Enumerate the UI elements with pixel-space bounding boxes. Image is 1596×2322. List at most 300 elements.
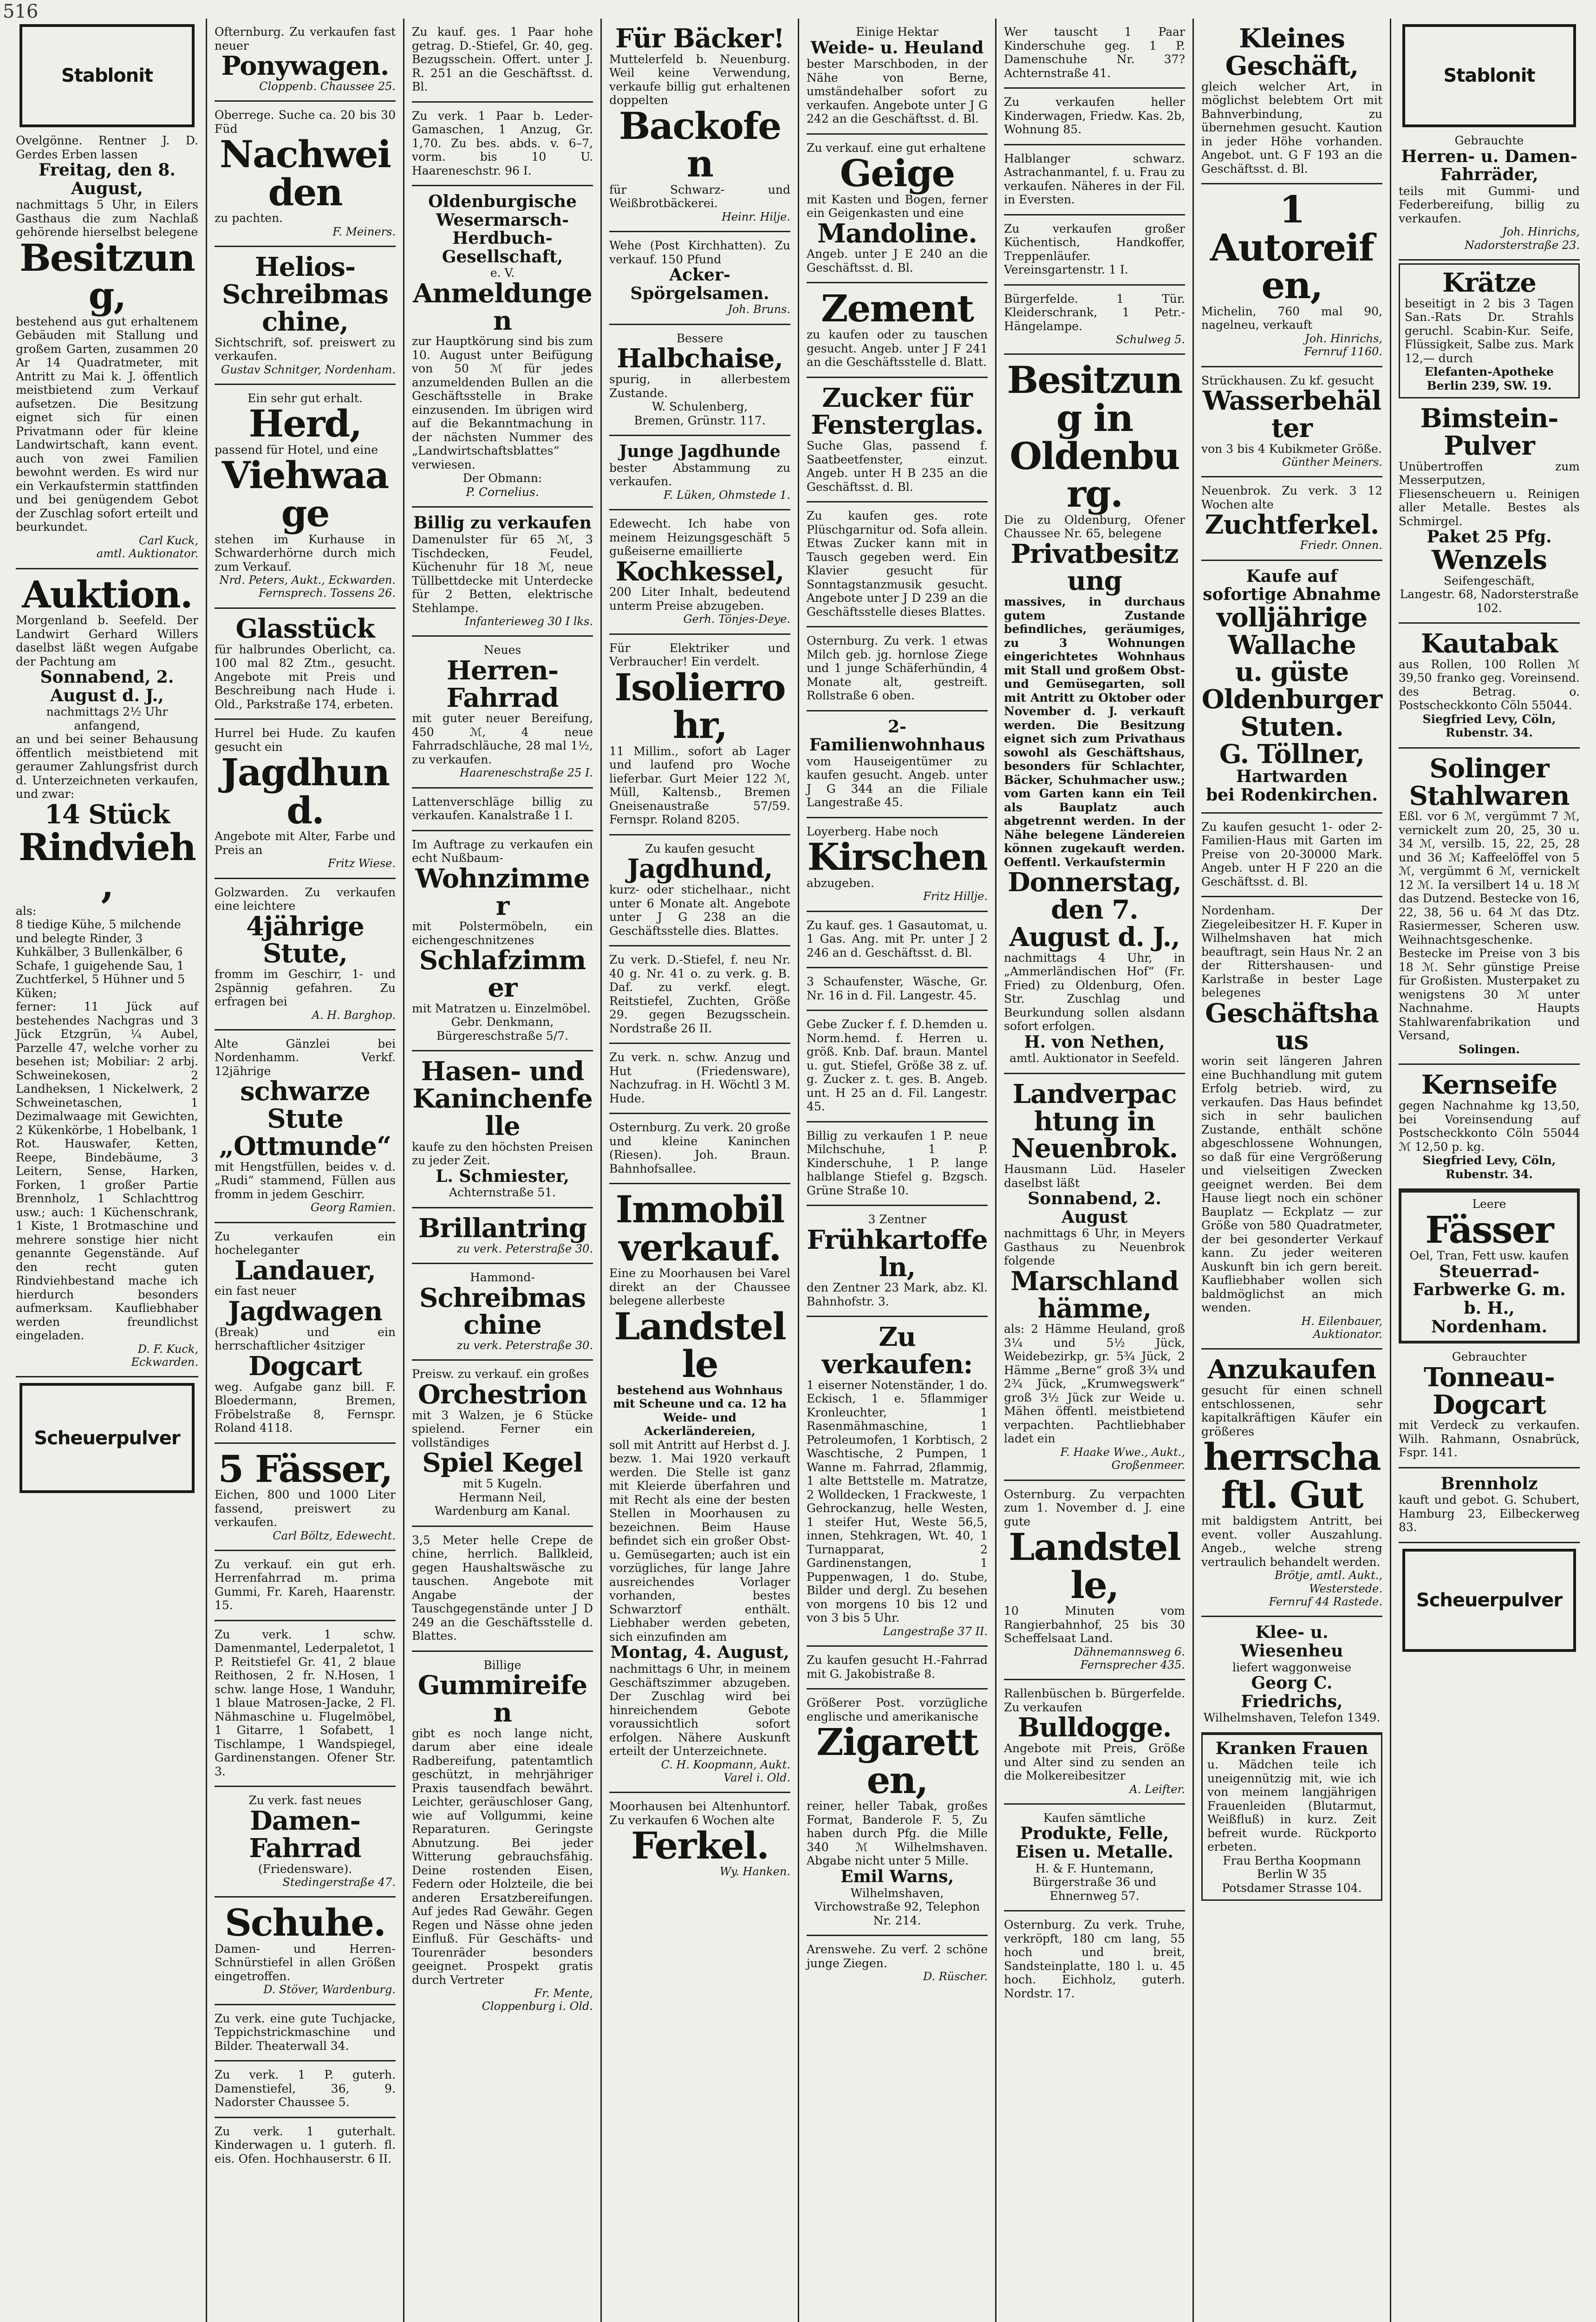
ad-headline: Hasen- und Kaninchenfelle bbox=[412, 1056, 593, 1142]
ad-headline: Solinger Stahlwaren bbox=[1409, 753, 1570, 811]
ad-headline: Oldenburgische Wesermarsch-Herdbuch-Gesellschaft, bbox=[428, 192, 577, 267]
ad-text: Neues bbox=[483, 643, 521, 657]
ad-text: Zu verk. 1 P. guterh. Damenstiefel, 36, 9. Nadorster Chaussee 5. bbox=[215, 2068, 396, 2109]
ad-text: Die zu Oldenburg, Ofener Chaussee Nr. 65, belegene bbox=[1004, 513, 1185, 541]
ad-text: e. V. bbox=[490, 266, 515, 280]
ad-headline: Halbchaise, bbox=[617, 343, 783, 374]
ad-text: Strückhausen. Zu kf. gesucht bbox=[1201, 373, 1374, 387]
ad-text: Für Elektriker und Verbraucher! Ein verdelt. bbox=[609, 641, 790, 669]
ad-signature: Nrd. Peters, Aukt., Eckwarden. bbox=[219, 574, 396, 587]
ad-text: 11 Millim., sofort ab Lager und laufend pro Woche lieferbar. Gurt Meier 122 ℳ, Müll, Kaltensb., Bremen Gneisenaustraße 57/59. Fernspr. Roland 8205. bbox=[609, 744, 790, 827]
ad-text: für halbrundes Oberlicht, ca. 100 mal 82 Ztm., gesucht. Angebote mit Preis und Beschreibung nach Hude i. Old., Parkstraße 174, erbeten. bbox=[215, 642, 396, 711]
ad-signature: bei Rodenkirchen. bbox=[1206, 785, 1378, 805]
ad-signature: Gebr. Denkmann, bbox=[451, 1015, 554, 1029]
ad-headline: Brennholz bbox=[1440, 1474, 1538, 1494]
ad-headline: Besitzung, bbox=[20, 235, 195, 318]
ad-headline: Jagdwagen bbox=[228, 1296, 383, 1327]
ad-text: Muttelerfeld b. Neuenburg. Weil keine Verwendung, verkaufe billig gut erhaltenen doppelten bbox=[609, 52, 790, 107]
ad-signature: F. Haake Wwe., Aukt., bbox=[1060, 1445, 1185, 1459]
ad-text: stehen im Kurhause in Schwarderhörne durch mich zum Verkauf. bbox=[215, 532, 396, 574]
ad-text: kauft und gebot. G. Schubert, Hamburg 23, Eilbeckerweg 83. bbox=[1399, 1493, 1580, 1534]
ad-text: Zu verk. 1 schw. Damenmantel, Lederpaletot, 1 P. Reitstiefel Gr. 41, 2 blaue Reithosen, 2 fr. N.Hosen, 1 schw. lange Hose, 1 Wanduhr, 1 blaue Matrosen-Jacke, 2 Fl. Nähmaschine u. Flugelmöbel, 1 Gitarre, 1 Sofabett, 1 Tischlampe, 1 Wandspiegel, Gardinenstangen. Ofener Str. 3. bbox=[215, 1627, 396, 1778]
ad-headline: Helios-Schreibmaschine, bbox=[222, 252, 388, 337]
ad-text: Zu verk. 1 Paar b. Leder-Gamaschen, 1 Anzug, Gr. 1,70. Zu bes. abds. v. 6–7, vorm. bis 10 U. Haareneschstr. 96 I. bbox=[412, 109, 593, 177]
ad-text: weg. Aufgabe ganz bill. F. Bloedermann, Bremen, Fröbelstraße 8, Fernspr. Roland 4118. bbox=[215, 1380, 396, 1435]
ad-text: Wehe (Post Kirchhatten). Zu verkauf. 150 Pfund bbox=[609, 239, 790, 266]
ad-headline: Wohnzimmer bbox=[415, 863, 590, 921]
stablonit-ad-left: Stablonit bbox=[20, 24, 195, 127]
ad-signature: Gerh. Tönjes-Deye. bbox=[683, 613, 790, 626]
ad-text: als: 2 Hämme Heuland, groß 3¼ und 5½ Jück, Weidebezirkp, gr. 5¾ Jück, 2 Hämme „Berne“ groß 3¾ und 2¾ Jück, „Krumwegswerk“ groß 3½ Jück zur Weide u. Mähen öffentl. meistbietend verpachten. Pachtliebhaber ladet ein bbox=[1004, 1322, 1185, 1446]
ad-astrachanmantel bbox=[1004, 145, 1185, 215]
ad-text: Zu verk. n. schw. Anzug und Hut (Friedensware), Nachzufrag. in H. Wöchtl 3 M. Hude. bbox=[609, 1050, 790, 1105]
ad-text: Zu kauf. ges. 1 Paar hohe getrag. D.-Stiefel, Gr. 40, geg. Bezugsschein. Offert. unter J. R. 251 an die Geschäftsst. d. Bl. bbox=[412, 25, 593, 93]
ad-signature: Langestraße 37 II. bbox=[883, 1624, 988, 1638]
ad-text: mit guter neuer Bereifung, 450 ℳ, 4 neue Fahrradschläuche, 28 mal 1½, zu verkaufen. bbox=[412, 711, 593, 766]
ad-headline: Spiel Kegel bbox=[422, 1448, 583, 1479]
ad-signature: zu verk. Peterstraße 30. bbox=[456, 1242, 593, 1255]
ad-signature: Wilhelmshaven, Telefon 1349. bbox=[1203, 1711, 1381, 1725]
ad-damenstiefel bbox=[215, 2061, 396, 2118]
ad-signature: Infanterieweg 30 I lks. bbox=[465, 615, 593, 628]
ad-signature: Steuerrad-Farbwerke G. m. b. H., Nordenham. bbox=[1413, 1261, 1566, 1337]
ad-herren-fahrrad bbox=[412, 637, 593, 788]
ad-signature: Wy. Hanken. bbox=[719, 1865, 790, 1878]
ad-signature: Fernruf 1160. bbox=[1304, 345, 1382, 359]
column-7 bbox=[1192, 19, 1390, 2322]
ad-fruehkartoffeln bbox=[807, 1206, 988, 1317]
ad-schaufenster bbox=[807, 968, 988, 1011]
ad-signature: Wardenburg am Kanal. bbox=[434, 1504, 571, 1518]
ad-ferkel bbox=[609, 1793, 790, 1885]
ad-landstelle bbox=[1004, 1481, 1185, 1681]
ad-text: u. Mädchen teile ich uneigennützig mit, wie ich von meinem langjährigen Frauenleiden (Blutarmut, Weißfluß) in kurz. Zeit befreit wurde. Rückporto erbeten. bbox=[1207, 1758, 1376, 1854]
ad-signature: F. Meiners. bbox=[332, 225, 396, 238]
ad-text: gesucht für einen schnell entschlossenen, sehr kapitalkräftigen Käufer ein größeres bbox=[1201, 1383, 1382, 1438]
ad-headline: 1 Autoreifen, bbox=[1210, 188, 1374, 307]
ad-text: gibt es noch lange nicht, darum aber eine ideale Radbereifung, patentamtlich geschützt, in mehrjähriger Praxis tausendfach bewährt. Leichter, geräuschloser Gang, wie auf Vollgummi, keine Reparaturen. Geringste Abnutzung. Bei jeder Witterung gebrauchsfähig. Deine rostenden Eisen, Federn oder Holzteile, die bei anderen Ersatzbereifungen. Auf jedes Rad Gewähr. Gegen Regen und Nässe ohne jeden Einfluß. Für Geschäfts- und Tourenräder besonders geeignet. Prospekt gratis durch Vertreter bbox=[412, 1726, 593, 1987]
ad-d-stiefel bbox=[609, 946, 790, 1044]
ad-text: 10 Minuten vom Rangierbahnhof, 25 bis 30 Scheffelsaat Land. bbox=[1004, 1604, 1185, 1645]
ad-text: Damenulster für 65 ℳ, 3 Tischdecken, Feudel, Küchenuhr für 18 ℳ, neue Tüllbettdecke mit Unterdecke für 2 Betten, elektrische Stehlampe. bbox=[412, 533, 593, 615]
ad-headline: Mandoline. bbox=[817, 218, 977, 249]
column-6 bbox=[995, 19, 1192, 2322]
ad-geige bbox=[807, 135, 988, 284]
ad-signature: D. Rüscher. bbox=[923, 1970, 988, 1983]
ad-headline: Kirschen bbox=[807, 835, 987, 879]
ad-text: abzugeben. bbox=[807, 876, 874, 890]
ad-signature: Elefanten-Apotheke Berlin 239, SW. 19. bbox=[1424, 365, 1554, 392]
ad-zucker-hemden bbox=[807, 1011, 988, 1122]
ad-headline: 4jährige Stute, bbox=[246, 911, 364, 969]
ad-headline: Frühkartoffeln, bbox=[807, 1224, 988, 1283]
ad-headline: Kochkessel, bbox=[615, 556, 784, 587]
ad-produkte bbox=[1004, 1805, 1185, 1911]
ad-headline: Schlafzimmer bbox=[419, 945, 586, 1004]
ad-geschaeftshaus bbox=[1201, 897, 1382, 1350]
ad-text: Oel, Tran, Fett usw. kaufen bbox=[1409, 1249, 1569, 1263]
column-8 bbox=[1390, 19, 1587, 2322]
ad-text: mit Kasten und Bogen, ferner ein Geigenkasten und eine bbox=[807, 192, 988, 220]
ad-headline: Kernseife bbox=[1421, 1070, 1557, 1101]
ad-text: von 3 bis 4 Kubikmeter Größe. bbox=[1201, 442, 1382, 456]
ad-text: Ofternburg. Zu verkaufen fast neuer bbox=[215, 25, 396, 52]
ad-text: Zu verkauf. ein gut erh. Herrenfahrrad m. prima Gummi, Fr. Kareh, Haarenstr. 15. bbox=[215, 1557, 396, 1612]
ad-ponywagen bbox=[215, 19, 396, 102]
ad-signature: Achternstraße 51. bbox=[449, 1186, 556, 1200]
ad-signature: Cloppenb. Chaussee 25. bbox=[259, 79, 396, 93]
ad-kraetze bbox=[1399, 263, 1580, 398]
ad-headline: Jagdhund, bbox=[627, 854, 773, 885]
ad-headline: Ponywagen. bbox=[221, 51, 389, 81]
ad-kaninchen bbox=[609, 1114, 790, 1184]
auction-rindvieh bbox=[16, 569, 198, 1378]
ad-text: mit Hengstfüllen, beides v. d. „Rudi“ stammend, Füllen aus fromm in jedem Geschirr. bbox=[215, 1160, 396, 1201]
ad-heuland bbox=[807, 19, 988, 135]
ad-spoergelsamen bbox=[609, 232, 790, 325]
ad-text: Gebe Zucker f. f. D.hemden u. Norm.hemd. f. Herren u. größ. Knb. Daf. braun. Mantel u. gut. Stiefel, Größe 38 z. uf. g. Zucker z. t. ges. B. Angeb. unt. H 25 an d. Fil. Langestr. 45. bbox=[807, 1018, 988, 1114]
ad-text: 1 eiserner Notenständer, 1 do. Eckisch, 1 e. 5flammiger Kronleuchter, 1 Rasenmähmaschine, 1 Petroleumofen, 1 Korbtisch, 2 Waschtische, 2 Pumpen, 1 Wanne m. Fahrrad, 2flammig, 1 alte Bettstelle m. Matratze, 2 Wolldecken, 1 Frackweste, 1 Gehrockanzug, helle Westen, 1 steifer Hut, Weste 56,5, innen, Stehkragen, Wt. 40, 1 Turnapparat, 2 Gardinenstangen, 1 Puppenwagen, 1 do. Stube, Bilder und dergl. Zu besehen von morgens 10 bis 12 und von 3 bis 5 Uhr. bbox=[807, 1378, 988, 1625]
ad-headline: Geschäftshaus bbox=[1205, 998, 1379, 1056]
ad-headline: Herren- u. Damen-Fahrräder, bbox=[1401, 146, 1577, 185]
ad-text: Angeb. unter J E 240 an die Geschäftsst. d. Bl. bbox=[807, 247, 988, 274]
ad-signature: Fritz Wiese. bbox=[328, 857, 396, 870]
ad-headline: Landverpachtung in Neuenbrok. bbox=[1011, 1078, 1178, 1164]
ad-text: zur Hauptkörung sind bis zum 10. August unter Beifügung von 50 ℳ für jedes anzumeldenden Bullen an die Geschäftsstelle in Brake einzusenden. Im übrigen wird auf die Bekanntmachung in der nächsten Nummer des „Landwirtschaftsblattes“ verwiesen. bbox=[412, 334, 593, 471]
ad-text: Zu verk. D.-Stiefel, f. neu Nr. 40 g. Nr. 41 o. zu verk. g. B. Daf. zu verkf. elegt. Reitstiefel, Zuchten, Größe 29. gegen Bezugsschein. Nordstraße 26 II. bbox=[609, 953, 790, 1035]
ad-text: massives, in durchaus gutem Zustande befindliches, geräumiges, zu 3 Wohnungen eingerichtetes Wohnhaus mit Stall und großem Obst- und Gemüsegarten, soll mit Antritt zu Oktober oder November d. J. verkauft werden. Die Besitzung eignet sich zum Privathaus sowohl als Geschäftshaus, besonders für Schlachter, Bäcker, Schuhmacher usw.; vom Garten kann ein Teil als Bauplatz auch abgetrennt werden. In der Nähe belegene Ländereien können zugekauft werden. Oeffentl. Verkaufstermin bbox=[1004, 595, 1185, 869]
ad-headline: Schuhe. bbox=[225, 1901, 385, 1945]
ad-headline: Ferkel. bbox=[631, 1824, 769, 1868]
ad-kochkessel bbox=[609, 510, 790, 635]
ad-headline: schwarze Stute bbox=[240, 1076, 370, 1135]
ad-text: nachmittags 6 Uhr, in Meyers Gasthaus zu Neuenbrok folgende bbox=[1004, 1226, 1185, 1268]
ad-text: Kaufen sämtliche bbox=[1043, 1811, 1146, 1825]
ad-text: reiner, heller Tabak, großes Format, Banderole F. 5, Zu haben durch Pfg. die Mille 340 ℳ Wilhelmshaven. Abgabe nicht unter 5 Mille. bbox=[807, 1799, 988, 1868]
ad-text: Loyerberg. Habe noch bbox=[807, 824, 938, 838]
ad-signature: Carl Kuck, bbox=[139, 534, 198, 547]
ad-gummireifen bbox=[412, 1652, 593, 2021]
ad-headline: volljährige Wallache bbox=[1216, 602, 1368, 660]
ad-signature: Bremen, Grünstr. 117. bbox=[634, 413, 766, 427]
ad-anzug-hut bbox=[609, 1044, 790, 1114]
ad-text: 200 Liter Inhalt, bedeutend unterm Preise abzugeben. bbox=[609, 585, 790, 613]
ad-signature: Fritz Hillje. bbox=[923, 890, 988, 903]
ad-text: Seifengeschäft, bbox=[1444, 574, 1535, 587]
ad-gamaschen bbox=[412, 103, 593, 187]
ad-headline: 5 Fässer, bbox=[218, 1447, 392, 1491]
ad-ziegen bbox=[807, 1936, 988, 1990]
ad-headline: Junge Jagdhunde bbox=[619, 442, 781, 462]
ad-headline: Bulldogge. bbox=[1017, 1712, 1172, 1743]
ad-signature: Fernruf 44 Rastede. bbox=[1269, 1595, 1382, 1608]
ad-signature: D. F. Kuck, bbox=[137, 1342, 198, 1356]
ad-zement bbox=[807, 283, 988, 378]
ad-text: Alte Gänzlei bei Nordenhamm. Verkf. 12jährige bbox=[215, 1037, 396, 1078]
ad-herrschaftl-gut bbox=[1201, 1350, 1382, 1617]
ad-name: Wenzels bbox=[1432, 544, 1547, 575]
ad-hammond bbox=[412, 1264, 593, 1361]
ad-solinger bbox=[1399, 749, 1580, 1065]
ad-date: Montag, 4. August, bbox=[610, 1643, 789, 1663]
ad-signature: Eckwarden. bbox=[131, 1356, 198, 1369]
ad-signature: Stedingerstraße 47. bbox=[282, 1876, 396, 1889]
ad-signature: C. H. Koopmann, Aukt. bbox=[661, 1758, 790, 1771]
ad-text: Osternburg. Zu verk. 20 große und kleine Kaninchen (Riesen). Joh. Braun. Bahnhofsallee. bbox=[609, 1121, 790, 1175]
ad-text: ein fast neuer bbox=[215, 1284, 296, 1298]
ad-date: Sonnabend, 2. August d. J., bbox=[40, 667, 174, 705]
ad-text: Unübertroffen zum Messerputzen, Fliesenscheuern u. Reinigen aller Metalle. Bestes als Schmirgel. bbox=[1399, 459, 1580, 528]
column-3 bbox=[403, 19, 600, 2322]
ad-headline: Acker-Spörgelsamen. bbox=[630, 265, 769, 303]
ad-halbchaise bbox=[609, 325, 790, 436]
ad-signature: Cloppenburg i. Old. bbox=[482, 2000, 593, 2013]
ad-signature: Günther Meiners. bbox=[1282, 456, 1382, 469]
ad-text: nachmittags 6 Uhr, in meinem Geschäftszimmer abzugeben. Der Zuschlag wird bei hinreichendem Gebote voraussichtlich sofort erfolgen. Nähere Auskunft erteilt der Unterzeichnete. bbox=[609, 1662, 790, 1758]
ad-bulldogge bbox=[1004, 1680, 1185, 1805]
ad-jagdhunde bbox=[609, 436, 790, 510]
ad-name: G. Töllner, bbox=[1219, 738, 1365, 770]
ad-nachweiden bbox=[215, 102, 396, 247]
ad-landauer bbox=[215, 1223, 396, 1444]
ad-text: Zu verkauf. eine gut erhaltene bbox=[807, 141, 986, 155]
ad-faesser bbox=[215, 1444, 396, 1551]
ad-headline: „Ottmunde“ bbox=[219, 1131, 391, 1162]
ad-text: Hausmann Lüd. Haseler daselbst läßt bbox=[1004, 1162, 1185, 1190]
ad-headline: Herd, bbox=[248, 402, 362, 446]
ad-text: Arenswehe. Zu verf. 2 schöne junge Ziegen. bbox=[807, 1943, 988, 1970]
ad-headline: Jagdhund. bbox=[221, 750, 390, 832]
column-5 bbox=[798, 19, 995, 2322]
ad-text: Oberrege. Suche ca. 20 bis 30 Füd bbox=[215, 108, 396, 136]
ad-text: Eßl. vor 6 ℳ, vergümmt 7 ℳ, vernickelt zum 20, 25, 30 u. 34 ℳ, versilb. 15, 22, 25, 28 und 36 ℳ; Kaffeelöffel von 5 ℳ, vergümmt 6 ℳ, vernickelt 12 ℳ. Ia versilbert 14 u. 18 ℳ das Dutzend. Bestecke von 16, 22, 38, 56 u. 64 ℳ das Dtz. Rasiermesser, Scheren usw. Weihnachtsgeschenke. Bestecke im Preise von 3 bis 18 ℳ. Sehr günstige Preise für Großisten. Musterpaket zu wenigstens 30 ℳ unter Nachnahme. Haupts Stahlwarenfabrikation und Versand, bbox=[1399, 809, 1580, 1043]
ad-text: Hammond- bbox=[470, 1271, 535, 1285]
ad-ziege bbox=[807, 627, 988, 711]
ad-text: nachmittags 4 Uhr, in „Ammerländischen Hof“ (Fr. Fried) zu Oldenburg, Ofen. Str. Zuschlag und Beurkundung sollen alsdann sofort erfolgen. bbox=[1004, 951, 1185, 1033]
ad-text: Wer tauscht 1 Paar Kinderschuhe geg. 1 P. Damenschuhe Nr. 37? Achternstraße 41. bbox=[1004, 25, 1185, 80]
column-1 bbox=[8, 19, 206, 2322]
ad-text: Billige bbox=[483, 1658, 521, 1672]
ad-headline: Viehwaage bbox=[221, 453, 389, 535]
ad-text: Hurrel bei Hude. Zu kaufen gesucht ein bbox=[215, 726, 396, 754]
ad-headline: u. güste Oldenburger Stuten. bbox=[1201, 657, 1382, 742]
ad-signature: Bürgerstraße 36 und Ehnernweg 57. bbox=[1032, 1875, 1157, 1903]
ad-headline: Zement bbox=[821, 287, 973, 331]
ad-jagdhund bbox=[215, 720, 396, 879]
ad-familien-haus bbox=[1201, 814, 1382, 898]
ad-text: passend für Hotel, und eine bbox=[215, 443, 378, 457]
ad-kernseife bbox=[1399, 1065, 1580, 1190]
ad-text: Ein sehr gut erhalt. bbox=[248, 391, 363, 405]
ad-headline: Marschlandhämme, bbox=[1010, 1265, 1179, 1324]
ad-headline: Schreibmaschine bbox=[419, 1282, 586, 1341]
ad-text: soll mit Antritt auf Herbst d. J. bezw. 1. Mai 1920 verkauft werden. Die Stelle ist ganz mit Kleierde überfahren und mit Recht als eine der besten Stellen in Moorhausen zu bezeichnen. Beim Hause befindet sich ein großer Obst- u. Gemüsegarten; auch ist ein vorzügliches, für lange Jahre ausreichendes Vorlager vorhanden, bestes Schwarztorf enthält. Liebhaber werden gebeten, sich einzufinden am bbox=[609, 1438, 790, 1644]
ad-signature: zu verk. Peterstraße 30. bbox=[456, 1339, 593, 1352]
ad-text: aus Rollen, 100 Rollen ℳ 39,50 franko geg. Voreinsend. des Betrag. o. Postscheckkonto Cöln 55044. bbox=[1399, 657, 1580, 712]
ad-text: kaufe zu den höchsten Preisen zu jeder Zeit. bbox=[412, 1140, 593, 1168]
ad-text: Damen- und Herren-Schnürstiefel in allen Größen eingetroffen. bbox=[215, 1942, 396, 1983]
ad-schwarze-stute bbox=[215, 1031, 396, 1223]
ad-brennholz bbox=[1399, 1468, 1580, 1543]
ad-baecker bbox=[609, 19, 790, 232]
ad-signature: Hartwarden bbox=[1236, 767, 1348, 787]
ad-headline: Dogcart bbox=[248, 1350, 362, 1382]
ad-text: mit Polstermöbeln, ein eichengeschnitzenes bbox=[412, 920, 593, 947]
ad-text: Gebrauchte bbox=[1454, 134, 1524, 147]
ad-autoreifen bbox=[1201, 184, 1382, 367]
ad-text: bester Abstammung zu verkaufen. bbox=[609, 461, 790, 489]
ad-dogcart bbox=[1399, 1344, 1580, 1468]
ad-headline: Anzukaufen bbox=[1207, 1354, 1376, 1385]
ad-wiesenheu bbox=[1201, 1617, 1382, 1733]
ad-besitzung-oldenburg bbox=[1004, 355, 1185, 1074]
ad-date: Freitag, den 8. August, bbox=[38, 160, 176, 198]
ad-text: Zu verkaufen heller Kinderwagen, Friedw. Kas. 2b, Wohnung 85. bbox=[1004, 95, 1185, 136]
ad-milchschuhe bbox=[807, 1122, 988, 1207]
ad-stiefel bbox=[412, 19, 593, 103]
ad-zucker-fensterglas bbox=[807, 378, 988, 503]
ad-text: Lattenverschläge billig zu verkaufen. Kanalstraße 1 I. bbox=[412, 795, 593, 822]
ad-text: bestehend aus Wohnhaus mit Scheune und ca. 12 ha Weide- und Ackerländereien, bbox=[613, 1383, 787, 1438]
ad-headline: Isolierrohr, bbox=[614, 665, 785, 747]
ad-signature: Potsdamer Strasse 104. bbox=[1222, 1881, 1362, 1895]
ad-text: Suche Glas, passend f. Saatbeetfenster, einzut. Angeb. unter H B 235 an die Geschäftsst. d. Bl. bbox=[807, 439, 988, 494]
ad-schuhe bbox=[215, 1898, 396, 2005]
ad-headline: Backofen bbox=[619, 104, 781, 186]
ad-text: Angebote mit Alter, Farbe und Preis an bbox=[215, 829, 396, 857]
ad-headline: Klee- u. Wiesenheu bbox=[1240, 1623, 1343, 1661]
ad-signature: Carl Böltz, Edewecht. bbox=[273, 1529, 396, 1542]
ad-orchestrion bbox=[412, 1361, 593, 1526]
ad-text: vom Hauseigentümer zu kaufen gesucht. Angeb. unter J G 344 an die Filiale Langestraße 45. bbox=[807, 754, 988, 809]
ad-text: Zu verk. 1 guterhalt. Kinderwagen u. 1 guterh. fl. eis. Ofen. Hochhauserstr. 6 II. bbox=[215, 2124, 396, 2165]
ad-signature: Joh. Bruns. bbox=[728, 303, 790, 316]
ad-text: Zu verkaufen ein hocheleganter bbox=[215, 1229, 396, 1257]
column-2 bbox=[206, 19, 403, 2322]
ad-text: 3 Schaufenster, Wäsche, Gr. Nr. 16 in d. Fil. Langestr. 45. bbox=[807, 975, 988, 1002]
ad-kinderwagen bbox=[215, 2118, 396, 2173]
ad-wallache-stuten bbox=[1201, 561, 1382, 814]
ad-signature: H. & F. Huntemann, bbox=[1035, 1861, 1154, 1875]
ad-text: gegen Nachnahme kg 13,50, bei Voreinsendung auf Postscheckkonto Cöln 55044 ℳ 12,50 p. kg. bbox=[1399, 1099, 1580, 1154]
ad-text: mit Matratzen u. Einzelmöbel. bbox=[412, 1001, 591, 1015]
ad-signature: Schulweg 5. bbox=[1115, 333, 1185, 346]
ad-kinderwagen-hell bbox=[1004, 89, 1185, 145]
ad-text: zu kaufen oder zu tauschen gesucht. Angeb. unter J F 241 an die Geschäftsstelle d. Blatt. bbox=[807, 328, 988, 369]
ad-headline: Wasserbehälter bbox=[1202, 385, 1381, 444]
ad-signature: Varel i. Old. bbox=[723, 1771, 790, 1784]
ad-headline: Landauer, bbox=[234, 1255, 376, 1286]
ad-headline: Damen-Fahrrad bbox=[249, 1805, 361, 1864]
ad-text: liefert waggonweise bbox=[1232, 1660, 1352, 1674]
ad-headline: Glasstück bbox=[235, 613, 375, 644]
ad-text: mit 5 Kugeln. bbox=[463, 1477, 542, 1491]
ad-text: den Zentner 23 Mark, abz. Kl. Bahnhofstr. 3. bbox=[807, 1281, 988, 1308]
ad-headline: Kaufe auf sofortige Abnahme bbox=[1203, 566, 1381, 605]
ad-kirschen bbox=[807, 818, 988, 912]
ad-name: Georg C. Friedrichs, bbox=[1241, 1673, 1343, 1711]
ad-text: (Break) und ein herrschaftlicher 4sitziger bbox=[215, 1325, 396, 1353]
ad-name: H. von Nethen, bbox=[1024, 1032, 1165, 1052]
ad-damen-fahrrad bbox=[215, 1787, 396, 1898]
ad-text: beseitigt in 2 bis 3 Tagen San.-Rats Dr. Strahls geruchl. Scabin-Kur. Seife, Flüssigkeit, Salbe zus. Mark 12,— durch bbox=[1405, 296, 1574, 365]
ad-text: Moorhausen bei Altenhuntorf. Zu verkaufen 6 Wochen alte bbox=[609, 1800, 790, 1827]
ad-crepe bbox=[412, 1527, 593, 1652]
ad-pluesch bbox=[807, 502, 988, 627]
ad-landverpachtung bbox=[1004, 1074, 1185, 1481]
ad-zuchtferkel bbox=[1201, 477, 1382, 561]
ad-text: Zu kaufen gesucht 1- oder 2-Familien-Haus mit Garten im Preise von 20-30000 Mark. Angeb. unter H F 220 an die Geschäftsst. d. Bl. bbox=[1201, 820, 1382, 888]
ad-text: Nordenham. Der Ziegeleibesitzer H. F. Kuper in Wilhelmshaven hat mich beauftragt, sein Haus Nr. 2 an der Rittershausen- und Karlstraße in bester Lage belegenes bbox=[1201, 904, 1382, 1000]
ad-signature: Siegfried Levy, Cöln, Rubenstr. 34. bbox=[1422, 1154, 1556, 1181]
ad-columns bbox=[8, 19, 1587, 2322]
ad-wasserbehaelter bbox=[1201, 367, 1382, 478]
ad-text: bestehend aus gut erhaltenem Gebäuden mit Stallung und großem Garten, zusammen 20 Ar 14 Quadratmeter, mit Antritt zu Mai k. J. öffentlich meistbietend zum Verkauf aufsetzen. Die Besitzung eignet sich für einen Privatmann oder für kleine Landwirtschaft, kann event. auch von zwei Familien bewohnt werden. Es wird nur ein Verkaufstermin stattfinden und bei genügendem Gebot der Zuschlag sofort erteilt und beurkundet. bbox=[16, 314, 198, 534]
ad-text: Ovelgönne. Rentner J. D. Gerdes Erben lassen bbox=[16, 134, 198, 161]
ad-signature: Hermann Neil, bbox=[459, 1490, 546, 1504]
ad-text: Zu verk. eine gute Tuchjacke, Teppichstrickmaschine und Bilder. Theaterwall 34. bbox=[215, 2011, 396, 2053]
ad-signature: Haareneschstraße 25 I. bbox=[460, 766, 593, 780]
ad-headline: Tonneau-Dogcart bbox=[1424, 1362, 1555, 1420]
stablonit-ad-right: Stablonit bbox=[1402, 24, 1576, 127]
ad-headline: Zucker für Fensterglas. bbox=[811, 382, 984, 441]
ad-signature: Joh. Hinrichs, bbox=[1502, 225, 1580, 239]
ad-signature: D. Stöver, Wardenburg. bbox=[263, 1983, 396, 1996]
ad-zu-verkaufen bbox=[807, 1317, 988, 1647]
ad-text: an und bei seiner Behausung öffentlich meistbietend mit geraumer Zahlungsfrist durch d. Unterzeichneten verkaufen, und zwar: bbox=[16, 732, 198, 801]
ad-signature: Georg Ramien. bbox=[311, 1201, 396, 1214]
ad-text: (Friedensware). bbox=[258, 1862, 352, 1876]
ad-text: Eine zu Moorhausen bei Varel direkt an der Chaussee belegene allerbeste bbox=[609, 1266, 790, 1308]
ad-gasautomat bbox=[807, 912, 988, 969]
ad-text: Angebote mit Preis, Größe und Alter sind zu senden an die Molkereibesitzer bbox=[1004, 1742, 1185, 1783]
ad-text: bester Marschboden, in der Nähe von Berne, umständehalber sofort zu verkaufen. Angebote unter J G 242 an die Geschäftsst. d. Bl. bbox=[807, 57, 988, 126]
ad-text: Im Auftrage zu verkaufen ein echt Nußbaum- bbox=[412, 837, 593, 865]
ad-text: worin seit längeren Jahren eine Buchhandlung mit gutem Erfolg betrieb. wird, zu verkaufen. Das Haus befindet sich in sehr baulichen Zustande, enthält schöne abgeschlossene Wohnungen, so daß für eine Vergrößerung und vielseitigen Zwecken geeignet werden. Bei dem Hause liegt noch ein schöner Bauplatz — Eckplatz — zur Größe von 580 Quadratmeter, der bei gesonderter Verkauf kann. Zu jeder weiteren Auskunft bin ich gern bereit. Kaufliebhaber wollen sich baldmöglichst an mich wenden. bbox=[1201, 1054, 1382, 1315]
ad-headline: Herren-Fahrrad bbox=[446, 655, 559, 713]
ad-text: Preisw. zu verkauf. ein großes bbox=[412, 1367, 589, 1381]
ad-headline: Bimstein-Pulver bbox=[1420, 403, 1558, 461]
ad-signature: Frau Bertha Koopmann bbox=[1223, 1853, 1361, 1867]
ad-immobilverkauf bbox=[609, 1184, 790, 1793]
ad-headline: Nachweiden bbox=[220, 132, 391, 214]
ad-price: Paket 25 Pfg. bbox=[1427, 527, 1552, 547]
ad-signature: Heinr. Hilje. bbox=[722, 210, 790, 223]
ad-text: Osternburg. Zu verpachten zum 1. November d. J. eine gute bbox=[1004, 1487, 1185, 1528]
ad-text: mit 3 Walzen, je 6 Stücke spielend. Ferner ein vollständiges bbox=[412, 1408, 593, 1449]
ad-text: zu pachten. bbox=[215, 211, 283, 225]
ad-herrenfahrrad bbox=[215, 1551, 396, 1621]
ad-jagdhund-gesucht bbox=[609, 835, 790, 946]
ad-leere-faesser bbox=[1399, 1190, 1580, 1344]
ad-headline: Immobilverkauf. bbox=[615, 1187, 784, 1269]
ad-signature: Dähnemannsweg 6. Fernsprecher 435. bbox=[1074, 1645, 1185, 1672]
ad-text: Größerer Post. vorzügliche englische und amerikanische bbox=[807, 1696, 988, 1723]
ad-text: Zu kaufen ges. rote Plüschgarnitur od. Sofa allein. Etwas Zucker kann mit in Tausch gegeben werd. Ein Klavier gesucht für Sonntagstanzmusik gesucht. Angebote unter J D 239 an die Geschäftsstelle dieses Blattes. bbox=[807, 509, 988, 619]
ad-headline: Landstelle bbox=[614, 1304, 786, 1386]
ad-text: für Schwarz- und Weißbrotbäckerei. bbox=[609, 183, 790, 210]
ad-text: 3,5 Meter helle Crepe de chine, herrlich. Ballkleid, gegen Haushaltswäsche zu tauschen. Angebote mit Angabe der Tauschgegenstände unter J D 249 an die Geschäftsstelle d. Blattes. bbox=[412, 1533, 593, 1643]
ad-signature: W. Schulenberg, bbox=[651, 400, 748, 414]
ad-text: Bürgerfelde. 1 Tür. Kleiderschrank, 1 Petr.-Hängelampe. bbox=[1004, 292, 1185, 333]
ad-text: mit baldigstem Antritt, bei event. voller Auszahlung. Angeb., welche streng vertraulich behandelt werden. bbox=[1201, 1514, 1382, 1569]
ad-headline: Brillantring bbox=[418, 1213, 587, 1244]
ad-text: mit Verdeck zu verkaufen. Wilh. Rahmann, Osnabrück, Fspr. 141. bbox=[1399, 1418, 1580, 1460]
ad-name: Emil Warns, bbox=[840, 1866, 954, 1886]
ad-kinderschuhe bbox=[1004, 19, 1185, 89]
ad-familienwohnhaus bbox=[807, 711, 988, 818]
ad-text: Zu kaufen gesucht H.-Fahrrad mit G. Jakobistraße 8. bbox=[807, 1653, 988, 1681]
